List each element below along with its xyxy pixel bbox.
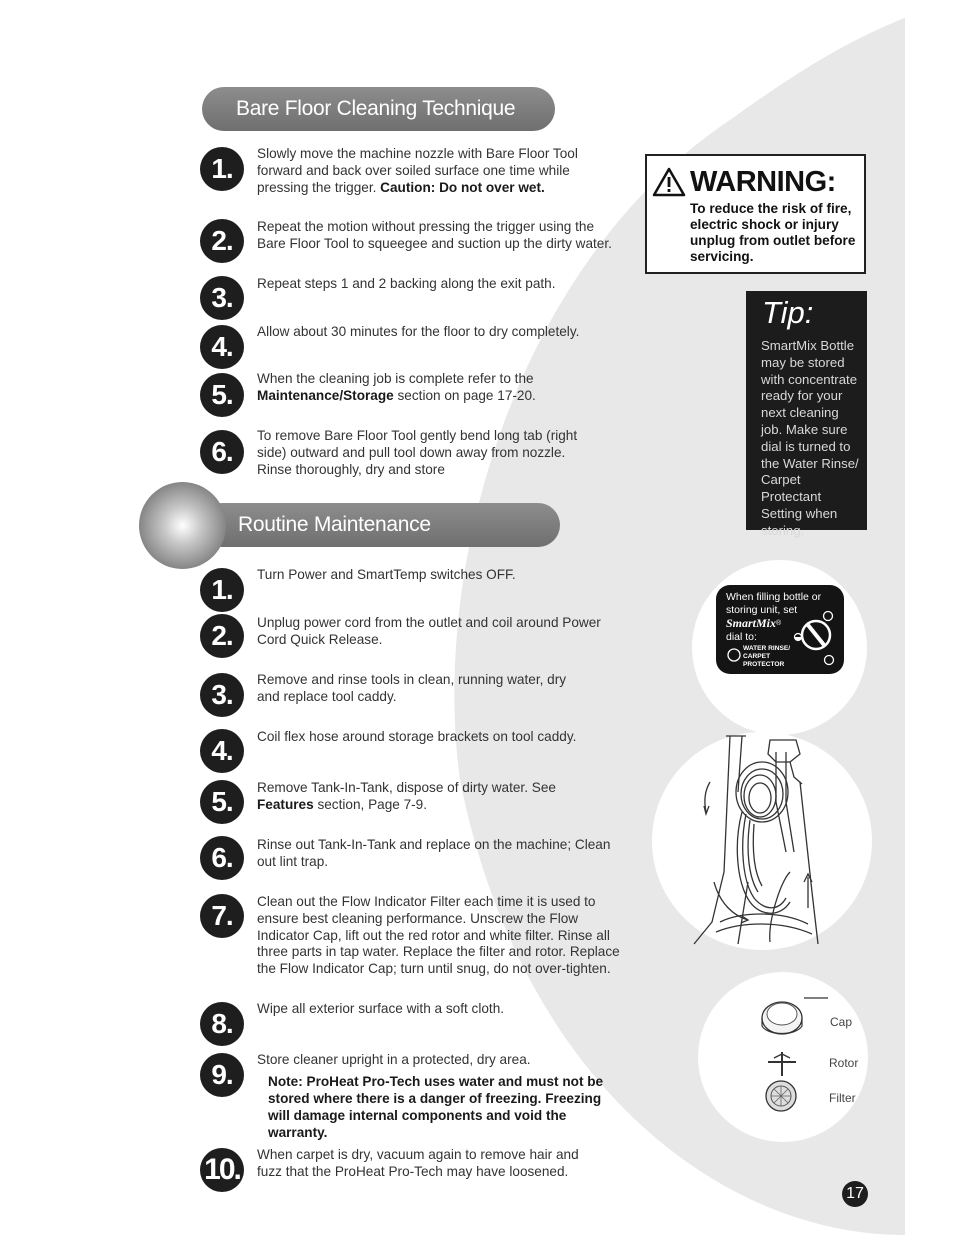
page-number: 17 [842,1181,868,1207]
warning-triangle-icon [652,167,686,197]
step-text: Rinse out Tank-In-Tank and replace on the machine; Clean out lint trap. [257,837,611,869]
step-number-badge: 10. [200,1148,244,1192]
step-text: Repeat steps 1 and 2 backing along the exit path. [257,276,556,291]
part-label-filter: Filter [829,1091,856,1105]
step-number-badge: 8. [200,1002,244,1046]
step-number-badge: 5. [200,780,244,824]
step-number-badge: 5. [200,373,244,417]
step-number-badge: 1. [200,568,244,612]
warning-text: To reduce the risk of fire, electric shock or injury unplug from outlet before servicing. [690,201,856,264]
step-text: When carpet is dry, vacuum again to remove hair and fuzz that the ProHeat Pro-Tech may have loosened. [257,1147,579,1179]
tip-title: Tip: [762,295,814,330]
warning-box [645,154,866,274]
step-number-badge: 7. [200,894,244,938]
step-text: Unplug power cord from the outlet and coil around Power Cord Quick Release. [257,615,601,647]
step-text: Clean out the Flow Indicator Filter each time it is used to ensure best cleaning performance. Unscrew the Flow Indicator Cap, lift out the red rotor and white filter. Rinse all three parts in tap water. Replace the filter and rotor. Replace the Flow Indicator Cap; turn until snug, do not over-tighten. [257,894,620,977]
step-number-badge: 2. [200,219,244,263]
step-text: When the cleaning job is complete refer to the Maintenance/Storage section on page 17-20. [257,371,536,403]
step-number-badge: 4. [200,325,244,369]
dial-setting-text: WATER RINSE/ CARPET PROTECTOR [743,645,791,668]
step-text: Turn Power and SmartTemp switches OFF. [257,567,516,582]
step-text: Remove Tank-In-Tank, dispose of dirty water. See Features section, Page 7-9. [257,780,556,812]
step-text: Allow about 30 minutes for the floor to dry completely. [257,324,580,339]
selector-dial-icon [724,607,842,671]
chrome-sphere-icon [138,481,227,570]
part-label-rotor: Rotor [829,1056,859,1070]
step-text: Slowly move the machine nozzle with Bare Floor Tool forward and back over soiled surface one time while pressing the trigger. Caution: Do not over wet. [257,146,578,195]
tip-text: SmartMix Bottle may be stored with concentrate ready for your next cleaning job. Make sure dial is turned to the Water Rinse/ Carpet Protectant Setting when storing. [761,338,859,538]
step-text: Wipe all exterior surface with a soft cloth. [257,1001,505,1016]
freeze-note: Note: ProHeat Pro-Tech uses water and must not be stored where there is a danger of freezing. Freezing will damage internal components and void the warranty. [268,1073,604,1140]
part-label-cap: Cap [830,1015,853,1029]
upright-cleaner-hose-illustration [690,732,840,948]
step-text: Store cleaner upright in a protected, dry area. Note: ProHeat Pro-Tech uses water and must not be stored where there is a danger of freezing. Freezing will damage internal components and void the warranty. [257,1052,621,1141]
dial-instruction-text: When filling bottle or storing unit, set SmartMix® dial to: [726,591,822,643]
step-text: To remove Bare Floor Tool gently bend long tab (right side) outward and pull tool down away from nozzle. Rinse thoroughly, dry and store [257,428,578,477]
step-number-badge: 2. [200,614,244,658]
step-number-badge: 4. [200,729,244,773]
step-number-badge: 1. [200,147,244,191]
step-number-badge: 3. [200,673,244,717]
step-text: Remove and rinse tools in clean, running water, dry and replace tool caddy. [257,672,567,704]
step-text: Repeat the motion without pressing the trigger using the Bare Floor Tool to squeegee and suction up the dirty water. [257,219,612,251]
warning-title: WARNING: [690,166,836,198]
step-number-badge: 6. [200,430,244,474]
filter-parts-illustration [760,996,832,1116]
step-number-badge: 3. [200,276,244,320]
step-number-badge: 9. [200,1053,244,1097]
section-header-routine-maintenance: Routine Maintenance [200,503,560,547]
smartmix-dial-label [716,585,844,674]
tip-box [746,291,867,538]
step-text: Coil flex hose around storage brackets on tool caddy. [257,729,577,744]
step-number-badge: 6. [200,836,244,880]
section-header-bare-floor: Bare Floor Cleaning Technique [202,87,555,131]
